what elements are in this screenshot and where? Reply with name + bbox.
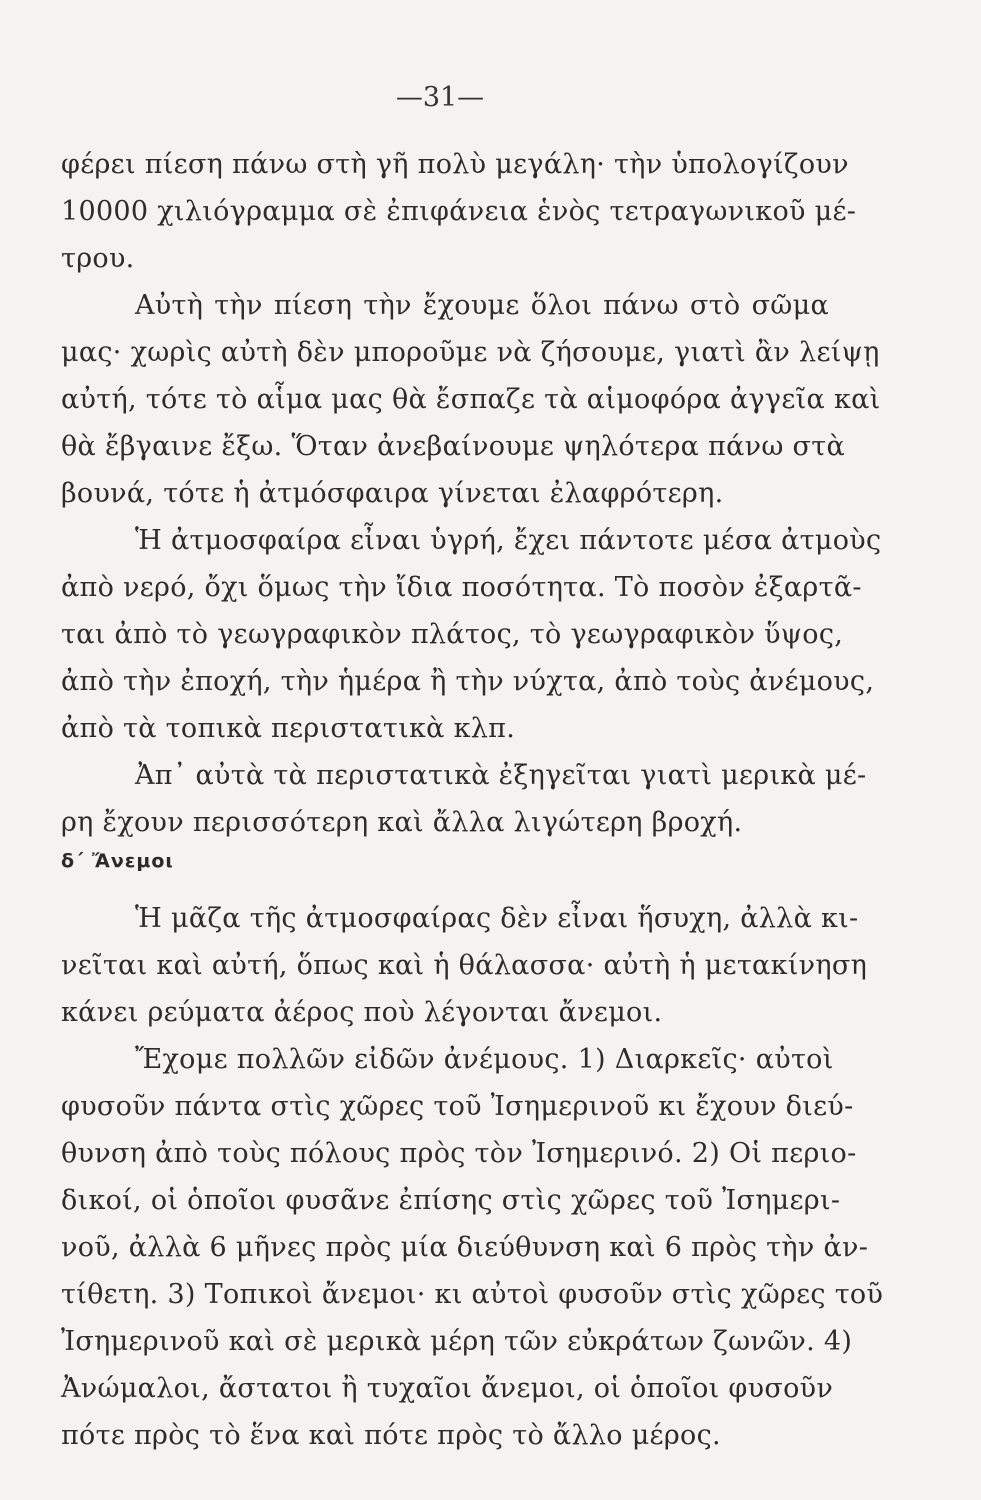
text-line: ἀπὸ τὴν ἐποχή, τὴν ἡμέρα ἢ τὴν νύχτα, ἀπὸ τοὺς ἀνέμους, xyxy=(61,666,875,697)
text-line: Ἡ ἀτμοσφαίρα εἶναι ὑγρή, ἔχει πάντοτε μέσα ἀτμοὺς xyxy=(135,525,882,556)
text-line: Αὐτὴ τὴν πίεση τὴν ἔχουμε ὅλοι πάνω στὸ σῶμα xyxy=(135,290,829,321)
text-line: Ἀνώμαλοι, ἄστατοι ἢ τυχαῖοι ἄνεμοι, οἱ ὁποῖοι φυσοῦν xyxy=(61,1373,834,1404)
text-line: Ἀπ᾽ αὐτὰ τὰ περιστατικὰ ἐξηγεῖται γιατὶ μερικὰ μέ- xyxy=(135,760,867,791)
text-line: αὐτή, τότε τὸ αἷμα μας θὰ ἔσπαζε τὰ αἱμοφόρα ἀγγεῖα καὶ xyxy=(61,384,881,415)
text-line: ἀπὸ τὰ τοπικὰ περιστατικὰ κλπ. xyxy=(61,713,516,744)
text-line: 10000 χιλιόγραμμα σὲ ἐπιφάνεια ἑνὸς τετραγωνικοῦ μέ- xyxy=(61,196,857,227)
text-line: φυσοῦν πάντα στὶς χῶρες τοῦ Ἰσημερινοῦ κι ἔχουν διεύ- xyxy=(61,1091,854,1122)
text-line: Ἔχομε πολλῶν εἰδῶν ἀνέμους. 1) Διαρκεῖς· αὐτοὶ xyxy=(135,1044,834,1075)
text-line: νεῖται καὶ αὐτή, ὅπως καὶ ἡ θάλασσα· αὐτὴ ἡ μετακίνηση xyxy=(61,950,868,981)
text-line: θυνση ἀπὸ τοὺς πόλους πρὸς τὸν Ἰσημερινό. 2) Οἱ περιο- xyxy=(61,1138,857,1169)
text-line: φέρει πίεση πάνω στὴ γῆ πολὺ μεγάλη· τὴν ὑπολογίζουν xyxy=(61,149,849,180)
text-line: πότε πρὸς τὸ ἕνα καὶ πότε πρὸς τὸ ἄλλο μέρος. xyxy=(61,1420,721,1451)
text-line: τίθετη. 3) Τοπικοὶ ἄνεμοι· κι αὐτοὶ φυσοῦν στὶς χῶρες τοῦ xyxy=(61,1279,884,1310)
section-heading: δ΄ Ἄνεμοι xyxy=(61,850,174,872)
text-line: Ἰσημερινοῦ καὶ σὲ μερικὰ μέρη τῶν εὐκράτων ζωνῶν. 4) xyxy=(61,1326,853,1357)
text-line: κάνει ρεύματα ἀέρος ποὺ λέγονται ἄνεμοι. xyxy=(61,997,663,1028)
text-line: Ἡ μᾶζα τῆς ἀτμοσφαίρας δὲν εἶναι ἥσυχη, ἀλλὰ κι- xyxy=(135,903,859,934)
text-line: ρη ἔχουν περισσότερη καὶ ἄλλα λιγώτερη βροχή. xyxy=(61,807,743,838)
text-line: μας· χωρὶς αὐτὴ δὲν μποροῦμε νὰ ζήσουμε, γιατὶ ἂν λείψῃ xyxy=(61,337,880,368)
text-line: τρου. xyxy=(61,243,135,274)
text-line: θὰ ἔβγαινε ἔξω. Ὅταν ἀνεβαίνουμε ψηλότερα πάνω στὰ xyxy=(61,431,846,462)
text-line: ται ἀπὸ τὸ γεωγραφικὸν πλάτος, τὸ γεωγραφικὸν ὕψος, xyxy=(61,619,844,650)
text-line: βουνά, τότε ἡ ἀτμόσφαιρα γίνεται ἐλαφρότερη. xyxy=(61,478,724,509)
text-line: ἀπὸ νερό, ὄχι ὅμως τὴν ἴδια ποσότητα. Τὸ ποσὸν ἐξαρτᾶ- xyxy=(61,572,862,603)
page-number: —31— xyxy=(395,82,485,113)
text-line: δικοί, οἱ ὁποῖοι φυσᾶνε ἐπίσης στὶς χῶρες τοῦ Ἰσημερι- xyxy=(61,1185,841,1216)
text-line: νοῦ, ἀλλὰ 6 μῆνες πρὸς μία διεύθυνση καὶ 6 πρὸς τὴν ἀν- xyxy=(61,1232,869,1263)
